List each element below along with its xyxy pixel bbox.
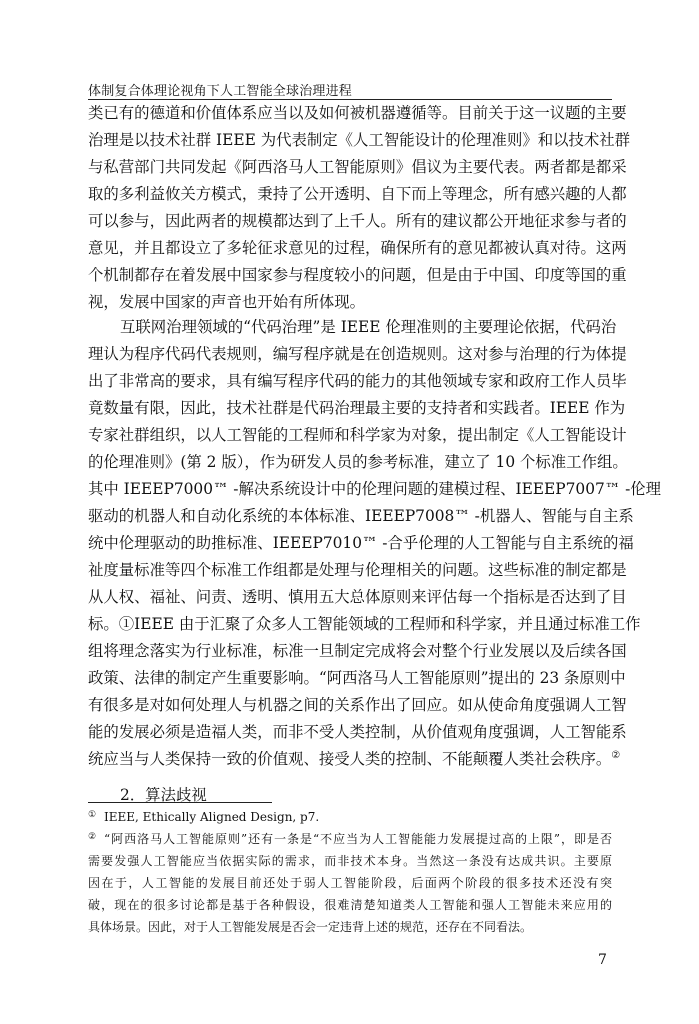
footnote-ref-2[interactable]: ② <box>611 749 621 761</box>
body-line: 能的发展必须是造福人类，而非不受人类控制，从价值观角度强调，人工智能系 <box>88 723 627 741</box>
body-line: 治理是以技术社群 IEEE 为代表制定《人工智能设计的伦理准则》和以技术社群 <box>88 131 631 149</box>
body-line: 的伦理准则》(第 2 版），作为研发人员的参考标准，建立了 10 个标准工作组。 <box>88 453 628 471</box>
section-heading: 2．算法歧视 <box>120 786 207 804</box>
footnote-text: IEEE, Ethically Aligned Design, p7. <box>104 810 320 824</box>
footnote-2-line <box>88 828 612 850</box>
body-line: 与私营部门共同发起《阿西洛马人工智能原则》倡议为主要代表。两者都是都采 <box>88 158 627 176</box>
footnote-2-line: 因在于，人工智能的发展目前还处于弱人工智能阶段，后面两个阶段的很多技术还没有突 <box>88 876 612 890</box>
footnote-1 <box>88 806 612 828</box>
body-line: 从人权、福祉、问责、透明、慎用五大总体原则来评估每一个指标是否达到了目 <box>88 588 627 606</box>
body-line: 驱动的机器人和自动化系统的本体标准、IEEEP7008™ -机器人、智能与自主系 <box>88 507 634 525</box>
body-line: 统中伦理驱动的助推标准、IEEEP7010™ -合乎伦理的人工智能与自主系统的福 <box>88 534 634 552</box>
footnote-rule <box>88 802 272 803</box>
footnote-2-line: 破，现在的很多讨论都是基于各种假设，很难清楚知道类人工智能和强人工智能未来应用的 <box>88 898 612 912</box>
body-line: 政策、法律的制定产生重要影响。“阿西洛马人工智能原则”提出的 23 条原则中 <box>88 669 626 687</box>
body-line-text: 统应当与人类保持一致的价值观、接受人类的控制、不能颠覆人类社会秩序。 <box>88 750 612 768</box>
body-line: 个机制都存在着发展中国家参与程度较小的问题，但是由于中国、印度等国的重 <box>88 266 627 284</box>
footnote-2-line: 需要发强人工智能应当依据实际的需求，而非技术本身。当然这一条没有达成共识。主要原 <box>88 854 612 868</box>
body-line: 标。①IEEE 由于汇聚了众多人工智能领域的工程师和科学家，并且通过标准工作 <box>88 615 641 633</box>
body-line: 有很多是对如何处理人与机器之间的关系作出了回应。如从使命角度强调人工智 <box>88 696 627 714</box>
body-line: 出了非常高的要求，具有编写程序代码的能力的其他领域专家和政府工作人员毕 <box>88 372 627 390</box>
body-line: 类已有的德道和价值体系应当以及如何被机器遵循等。目前关于这一议题的主要 <box>88 104 627 122</box>
body-line: 意见，并且都设立了多轮征求意见的过程，确保所有的意见都被认真对待。这两 <box>88 239 627 257</box>
body-line: 祉度量标准等四个标准工作组都是处理与伦理相关的问题。这些标准的制定都是 <box>88 561 627 579</box>
footnote-mark: ② <box>88 832 97 842</box>
body-line: 其中 IEEEP7000™ -解决系统设计中的伦理问题的建模过程、IEEEP7007™ -伦理 <box>88 480 662 498</box>
body-line: 理认为程序代码代表规则，编写程序就是在创造规则。这对参与治理的行为体提 <box>88 345 627 363</box>
body-line: 取的多利益攸关方模式，秉持了公开透明、自下而上等理念，所有感兴趣的人都 <box>88 185 627 203</box>
body-line: 竟数量有限，因此，技术社群是代码治理最主要的支持者和实践者。IEEE 作为 <box>88 399 626 417</box>
body-line: 视，发展中国家的声音也开始有所体现。 <box>88 293 366 311</box>
body-line: 专家社群组织，以人工智能的工程师和科学家为对象，提出制定《人工智能设计 <box>88 426 627 444</box>
body-line: 可以参与，因此两者的规模都达到了上千人。所有的建议都公开地征求参与者的 <box>88 212 627 230</box>
footnote-mark: ① <box>88 810 97 820</box>
page-number: 7 <box>598 952 607 968</box>
footnote-2-line: 具体场景。因此，对于人工智能发展是否会一定违背上述的规范，还存在不同看法。 <box>88 920 533 934</box>
footnote-text: “阿西洛马人工智能原则”还有一条是“不应当为人工智能能力发展提过高的上限”，即是否 <box>104 832 612 846</box>
running-header: 体制复合体理论视角下人工智能全球治理进程 <box>88 84 353 99</box>
body-line-with-footnote <box>88 746 621 773</box>
body-line: 互联网治理领域的“代码治理”是 IEEE 伦理准则的主要理论依据，代码治 <box>120 318 617 336</box>
body-line: 组将理念落实为行业标准，标准一旦制定完成将会对整个行业发展以及后续各国 <box>88 642 627 660</box>
